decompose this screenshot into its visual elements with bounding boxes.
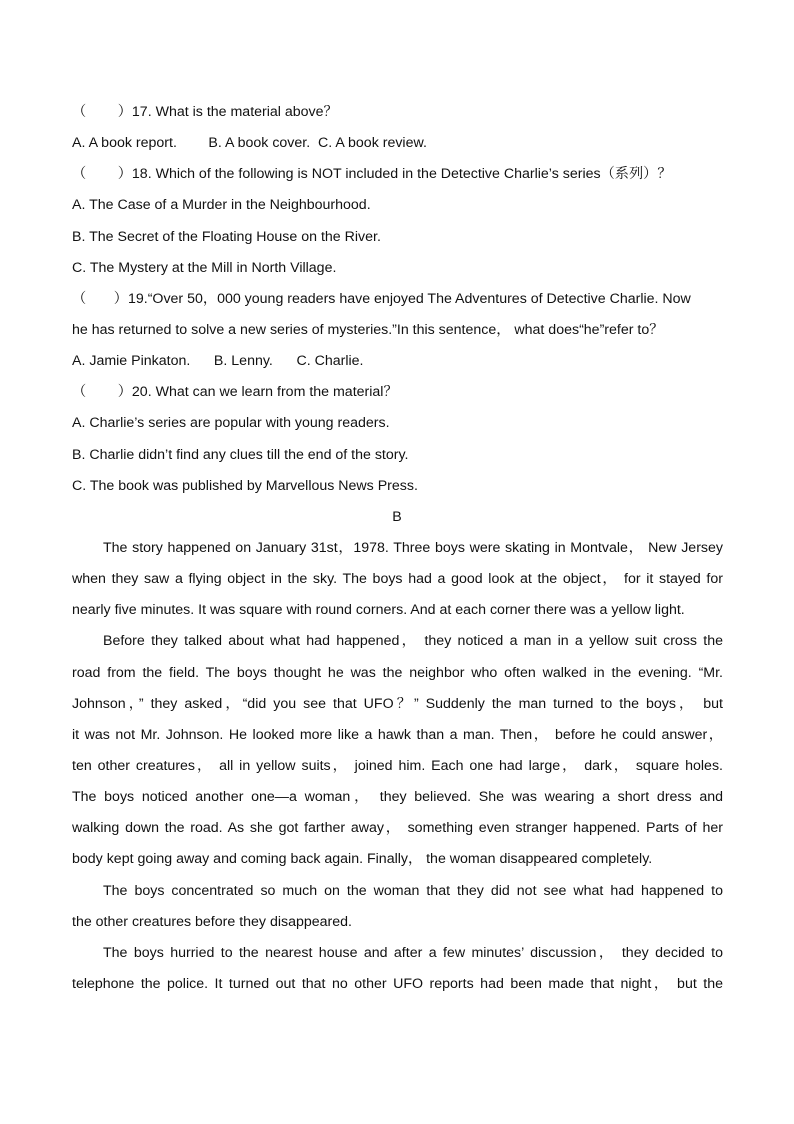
passage-line: the other creatures before they disappeared.: [72, 914, 352, 930]
question-17-options: A. A book report. B. A book cover. C. A book review.: [72, 135, 427, 151]
passage-heading: B: [392, 509, 402, 525]
passage-line: Johnson，” they asked，“did you see that UFO？” Suddenly the man turned to the boys， but: [72, 696, 723, 712]
question-18-option-a: A. The Case of a Murder in the Neighbourhood.: [72, 197, 371, 213]
passage-line: when they saw a flying object in the sky. The boys had a good look at the object， for it stayed for: [72, 571, 723, 587]
passage-line: body kept going away and coming back again. Finally， the woman disappeared completely.: [72, 851, 653, 867]
passage-line: it was not Mr. Johnson. He looked more like a hawk than a man. Then， before he could answer，: [72, 727, 723, 743]
passage-line: The story happened on January 31st，1978. Three boys were skating in Montvale， New Jersey: [103, 540, 723, 556]
question-20-option-c: C. The book was published by Marvellous News Press.: [72, 478, 418, 494]
question-20-stem: （ ）20. What can we learn from the material？: [72, 384, 398, 400]
question-19-stem-line-1: （ ）19.“Over 50，000 young readers have enjoyed The Adventures of Detective Charlie. Now: [72, 291, 691, 307]
question-20-option-b: B. Charlie didn’t find any clues till the end of the story.: [72, 447, 409, 463]
question-18-option-b: B. The Secret of the Floating House on the River.: [72, 229, 381, 245]
question-19-stem-line-2: he has returned to solve a new series of mysteries.”In this sentence， what does“he”refer to？: [72, 322, 664, 338]
question-20-option-a: A. Charlie’s series are popular with young readers.: [72, 415, 390, 431]
passage-line: walking down the road. As she got farther away， something even stranger happened. Parts of her: [72, 820, 723, 836]
question-17-stem: （ ）17. What is the material above？: [72, 104, 338, 120]
passage-line: telephone the police. It turned out that no other UFO reports had been made that night， but the: [72, 976, 723, 992]
passage-line: The boys noticed another one—a woman， they believed. She was wearing a short dress and: [72, 789, 723, 805]
passage-line: The boys hurried to the nearest house and after a few minutes’ discussion， they decided to: [103, 945, 723, 961]
passage-line: nearly five minutes. It was square with round corners. And at each corner there was a yellow light.: [72, 602, 685, 618]
passage-line: ten other creatures， all in yellow suits， joined him. Each one had large， dark， square holes.: [72, 758, 723, 774]
passage-line: road from the field. The boys thought he was the neighbor who often walked in the evening. “Mr.: [72, 665, 723, 681]
passage-line: Before they talked about what had happened， they noticed a man in a yellow suit cross the: [103, 633, 723, 649]
question-19-options: A. Jamie Pinkaton. B. Lenny. C. Charlie.: [72, 353, 364, 369]
question-18-stem: （ ）18. Which of the following is NOT included in the Detective Charlie’s series（系列）？: [72, 166, 672, 182]
passage-line: The boys concentrated so much on the woman that they did not see what had happened to: [103, 883, 723, 899]
question-18-option-c: C. The Mystery at the Mill in North Village.: [72, 260, 337, 276]
